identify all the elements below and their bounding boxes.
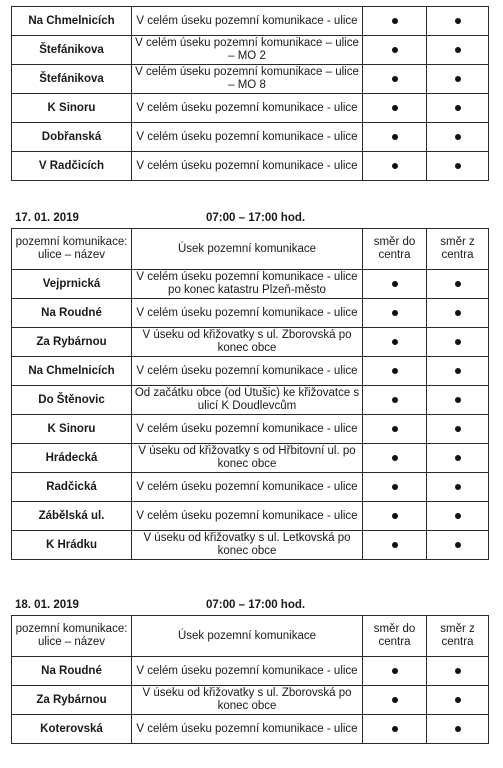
to-center-cell <box>363 444 427 473</box>
bullet-icon <box>455 726 461 732</box>
bullet-icon <box>392 426 398 432</box>
from-center-cell <box>427 444 489 473</box>
street-cell: V Radčicích <box>12 152 132 181</box>
street-cell: Koterovská <box>12 715 132 744</box>
bullet-icon <box>455 310 461 316</box>
bullet-icon <box>455 397 461 403</box>
from-center-cell <box>427 94 489 123</box>
to-center-cell <box>363 357 427 386</box>
table-row <box>12 473 489 502</box>
to-center-cell <box>363 65 427 94</box>
street-cell: Na Roudné <box>12 299 132 328</box>
from-center-cell <box>427 473 489 502</box>
column-header-from-center: směr z centra <box>427 616 489 657</box>
table-header-row <box>12 616 489 657</box>
bullet-icon <box>455 513 461 519</box>
to-center-cell <box>363 328 427 357</box>
street-cell: Radčická <box>12 473 132 502</box>
to-center-cell <box>363 531 427 560</box>
table-row <box>12 502 489 531</box>
block-time: 07:00 – 17:00 hod. <box>206 599 306 611</box>
from-center-cell <box>427 270 489 299</box>
to-center-cell <box>363 299 427 328</box>
to-center-cell <box>363 715 427 744</box>
closure-table-18-01 <box>11 615 489 744</box>
bullet-icon <box>392 281 398 287</box>
section-cell: V celém úseku pozemní komunikace - ulice <box>132 502 363 531</box>
bullet-icon <box>392 105 398 111</box>
section-cell: V celém úseku pozemní komunikace - ulice <box>132 357 363 386</box>
street-cell: Štefánikova <box>12 65 132 94</box>
bullet-icon <box>455 105 461 111</box>
block-heading <box>11 212 488 226</box>
bullet-icon <box>455 484 461 490</box>
bullet-icon <box>455 339 461 345</box>
closure-table-top <box>11 6 489 181</box>
bullet-icon <box>455 455 461 461</box>
table-row <box>12 715 489 744</box>
from-center-cell <box>427 36 489 65</box>
section-cell: V celém úseku pozemní komunikace - ulice <box>132 152 363 181</box>
from-center-cell <box>427 65 489 94</box>
table-row <box>12 531 489 560</box>
bullet-icon <box>392 726 398 732</box>
block-date: 18. 01. 2019 <box>15 599 79 611</box>
from-center-cell <box>427 152 489 181</box>
block-heading <box>11 599 488 613</box>
to-center-cell <box>363 657 427 686</box>
section-cell: V celém úseku pozemní komunikace – ulice – MO 2 <box>132 36 363 65</box>
column-header-street: pozemní komunikace: ulice – název <box>12 229 132 270</box>
from-center-cell <box>427 328 489 357</box>
to-center-cell <box>363 415 427 444</box>
table-row <box>12 686 489 715</box>
table-row <box>12 152 489 181</box>
to-center-cell <box>363 36 427 65</box>
bullet-icon <box>392 134 398 140</box>
bullet-icon <box>392 163 398 169</box>
from-center-cell <box>427 715 489 744</box>
section-cell: V celém úseku pozemní komunikace - ulice <box>132 299 363 328</box>
column-header-street: pozemní komunikace: ulice – název <box>12 616 132 657</box>
section-cell: V úseku od křižovatky s ul. Letkovská po konec obce <box>132 531 363 560</box>
bullet-icon <box>392 513 398 519</box>
column-header-to-center: směr do centra <box>363 229 427 270</box>
from-center-cell <box>427 415 489 444</box>
street-cell: Za Rybárnou <box>12 328 132 357</box>
table-row <box>12 299 489 328</box>
section-cell: V celém úseku pozemní komunikace - ulice <box>132 657 363 686</box>
from-center-cell <box>427 531 489 560</box>
table-row <box>12 328 489 357</box>
section-cell: V úseku od křižovatky s od Hřbitovní ul. po konec obce <box>132 444 363 473</box>
street-cell: Dobřanská <box>12 123 132 152</box>
table-row <box>12 270 489 299</box>
bullet-icon <box>392 484 398 490</box>
section-cell: V celém úseku pozemní komunikace - ulice <box>132 473 363 502</box>
street-cell: K Hrádku <box>12 531 132 560</box>
column-header-from-center: směr z centra <box>427 229 489 270</box>
section-cell: V celém úseku pozemní komunikace - ulice po konec katastru Plzeň-město <box>132 270 363 299</box>
bullet-icon <box>455 542 461 548</box>
from-center-cell <box>427 7 489 36</box>
block-time: 07:00 – 17:00 hod. <box>206 212 306 224</box>
bullet-icon <box>392 697 398 703</box>
bullet-icon <box>392 397 398 403</box>
from-center-cell <box>427 502 489 531</box>
bullet-icon <box>455 281 461 287</box>
table-row <box>12 444 489 473</box>
to-center-cell <box>363 123 427 152</box>
section-cell: V úseku od křižovatky s ul. Zborovská po konec obce <box>132 686 363 715</box>
table-row <box>12 36 489 65</box>
to-center-cell <box>363 686 427 715</box>
bullet-icon <box>392 339 398 345</box>
table-header-row <box>12 229 489 270</box>
column-header-section: Úsek pozemní komunikace <box>132 229 363 270</box>
from-center-cell <box>427 386 489 415</box>
bullet-icon <box>455 47 461 53</box>
bullet-icon <box>455 18 461 24</box>
closure-table-17-01 <box>11 228 489 560</box>
section-cell: V celém úseku pozemní komunikace – ulice – MO 8 <box>132 65 363 94</box>
street-cell: Na Roudné <box>12 657 132 686</box>
street-cell: Za Rybárnou <box>12 686 132 715</box>
to-center-cell <box>363 502 427 531</box>
section-cell: V celém úseku pozemní komunikace - ulice <box>132 715 363 744</box>
street-cell: Na Chmelnicích <box>12 7 132 36</box>
bullet-icon <box>392 47 398 53</box>
table-row <box>12 94 489 123</box>
bullet-icon <box>392 668 398 674</box>
to-center-cell <box>363 473 427 502</box>
to-center-cell <box>363 7 427 36</box>
bullet-icon <box>455 426 461 432</box>
section-cell: V celém úseku pozemní komunikace - ulice <box>132 123 363 152</box>
section-cell: V celém úseku pozemní komunikace - ulice <box>132 7 363 36</box>
bullet-icon <box>392 455 398 461</box>
block-date: 17. 01. 2019 <box>15 212 79 224</box>
column-header-section: Úsek pozemní komunikace <box>132 616 363 657</box>
bullet-icon <box>455 163 461 169</box>
street-cell: Do Štěnovic <box>12 386 132 415</box>
bullet-icon <box>455 76 461 82</box>
section-cell: V úseku od křižovatky s ul. Zborovská po konec obce <box>132 328 363 357</box>
section-cell: V celém úseku pozemní komunikace - ulice <box>132 415 363 444</box>
street-cell: K Sinoru <box>12 94 132 123</box>
section-cell: V celém úseku pozemní komunikace - ulice <box>132 94 363 123</box>
to-center-cell <box>363 386 427 415</box>
to-center-cell <box>363 152 427 181</box>
to-center-cell <box>363 270 427 299</box>
bullet-icon <box>392 542 398 548</box>
bullet-icon <box>455 134 461 140</box>
bullet-icon <box>455 697 461 703</box>
from-center-cell <box>427 299 489 328</box>
bullet-icon <box>392 76 398 82</box>
bullet-icon <box>455 668 461 674</box>
bullet-icon <box>392 368 398 374</box>
table-row <box>12 65 489 94</box>
table-row <box>12 657 489 686</box>
table-row <box>12 7 489 36</box>
from-center-cell <box>427 686 489 715</box>
column-header-to-center: směr do centra <box>363 616 427 657</box>
street-cell: K Sinoru <box>12 415 132 444</box>
bullet-icon <box>392 310 398 316</box>
table-row <box>12 386 489 415</box>
from-center-cell <box>427 123 489 152</box>
bullet-icon <box>392 18 398 24</box>
street-cell: Štefánikova <box>12 36 132 65</box>
from-center-cell <box>427 657 489 686</box>
to-center-cell <box>363 94 427 123</box>
street-cell: Vejprnická <box>12 270 132 299</box>
table-row <box>12 123 489 152</box>
table-row <box>12 415 489 444</box>
bullet-icon <box>455 368 461 374</box>
table-row <box>12 357 489 386</box>
from-center-cell <box>427 357 489 386</box>
section-cell: Od začátku obce (od Útušic) ke křižovatce s ulicí K Doudlevcům <box>132 386 363 415</box>
street-cell: Hrádecká <box>12 444 132 473</box>
street-cell: Na Chmelnicích <box>12 357 132 386</box>
street-cell: Zábělská ul. <box>12 502 132 531</box>
